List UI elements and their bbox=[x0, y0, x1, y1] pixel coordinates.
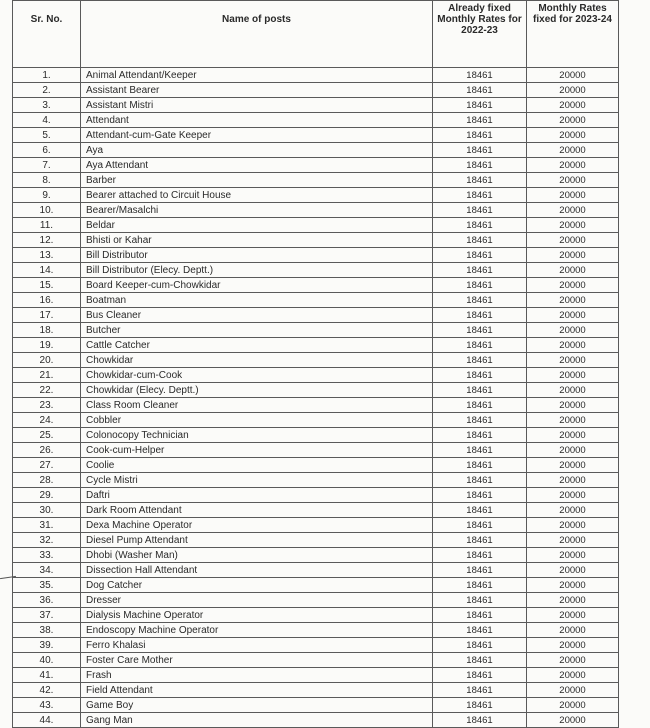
rate-2023-24-cell: 20000 bbox=[527, 308, 619, 323]
table-row bbox=[13, 668, 619, 683]
sr-cell: 40. bbox=[13, 653, 81, 668]
rate-2022-23-cell: 18461 bbox=[433, 473, 527, 488]
post-name-cell: Endoscopy Machine Operator bbox=[81, 623, 433, 638]
table-row bbox=[13, 293, 619, 308]
rate-2022-23-cell: 18461 bbox=[433, 158, 527, 173]
table-row bbox=[13, 338, 619, 353]
post-name-cell: Bill Distributor bbox=[81, 248, 433, 263]
table-row bbox=[13, 683, 619, 698]
sr-cell: 21. bbox=[13, 368, 81, 383]
sr-cell: 28. bbox=[13, 473, 81, 488]
sr-cell: 1. bbox=[13, 68, 81, 83]
rate-2022-23-cell: 18461 bbox=[433, 623, 527, 638]
rate-2022-23-cell: 18461 bbox=[433, 203, 527, 218]
rate-2023-24-cell: 20000 bbox=[527, 488, 619, 503]
post-name-cell: Dhobi (Washer Man) bbox=[81, 548, 433, 563]
rate-2023-24-cell: 20000 bbox=[527, 533, 619, 548]
header-name-of-posts: Name of posts bbox=[81, 1, 433, 68]
rate-2023-24-cell: 20000 bbox=[527, 518, 619, 533]
post-name-cell: Aya Attendant bbox=[81, 158, 433, 173]
rate-2023-24-cell: 20000 bbox=[527, 98, 619, 113]
post-name-cell: Bhisti or Kahar bbox=[81, 233, 433, 248]
rate-2023-24-cell: 20000 bbox=[527, 593, 619, 608]
post-name-cell: Dissection Hall Attendant bbox=[81, 563, 433, 578]
table-row bbox=[13, 188, 619, 203]
post-name-cell: Dialysis Machine Operator bbox=[81, 608, 433, 623]
post-name-cell: Dexa Machine Operator bbox=[81, 518, 433, 533]
sr-cell: 35. bbox=[13, 578, 81, 593]
post-name-cell: Barber bbox=[81, 173, 433, 188]
post-name-cell: Chowkidar-cum-Cook bbox=[81, 368, 433, 383]
rate-2022-23-cell: 18461 bbox=[433, 68, 527, 83]
rate-2023-24-cell: 20000 bbox=[527, 563, 619, 578]
rate-2022-23-cell: 18461 bbox=[433, 263, 527, 278]
rate-2023-24-cell: 20000 bbox=[527, 233, 619, 248]
rate-2022-23-cell: 18461 bbox=[433, 458, 527, 473]
rate-2022-23-cell: 18461 bbox=[433, 218, 527, 233]
table-row bbox=[13, 473, 619, 488]
table-row bbox=[13, 308, 619, 323]
sr-cell: 44. bbox=[13, 713, 81, 728]
rate-2023-24-cell: 20000 bbox=[527, 338, 619, 353]
sr-cell: 32. bbox=[13, 533, 81, 548]
rate-2023-24-cell: 20000 bbox=[527, 83, 619, 98]
sr-cell: 38. bbox=[13, 623, 81, 638]
sr-cell: 14. bbox=[13, 263, 81, 278]
rate-2023-24-cell: 20000 bbox=[527, 368, 619, 383]
rate-2022-23-cell: 18461 bbox=[433, 308, 527, 323]
rate-2023-24-cell: 20000 bbox=[527, 263, 619, 278]
post-name-cell: Bearer/Masalchi bbox=[81, 203, 433, 218]
post-name-cell: Class Room Cleaner bbox=[81, 398, 433, 413]
rate-2023-24-cell: 20000 bbox=[527, 248, 619, 263]
rate-2023-24-cell: 20000 bbox=[527, 293, 619, 308]
post-name-cell: Diesel Pump Attendant bbox=[81, 533, 433, 548]
rate-2023-24-cell: 20000 bbox=[527, 413, 619, 428]
post-name-cell: Cattle Catcher bbox=[81, 338, 433, 353]
rate-2023-24-cell: 20000 bbox=[527, 473, 619, 488]
table-row bbox=[13, 368, 619, 383]
sr-cell: 27. bbox=[13, 458, 81, 473]
rate-2022-23-cell: 18461 bbox=[433, 173, 527, 188]
rate-2022-23-cell: 18461 bbox=[433, 698, 527, 713]
rates-document bbox=[12, 0, 618, 726]
table-row bbox=[13, 413, 619, 428]
table-row bbox=[13, 113, 619, 128]
sr-cell: 18. bbox=[13, 323, 81, 338]
post-name-cell: Field Attendant bbox=[81, 683, 433, 698]
rate-2022-23-cell: 18461 bbox=[433, 488, 527, 503]
rate-2023-24-cell: 20000 bbox=[527, 623, 619, 638]
post-name-cell: Frash bbox=[81, 668, 433, 683]
rate-2023-24-cell: 20000 bbox=[527, 353, 619, 368]
rate-2022-23-cell: 18461 bbox=[433, 323, 527, 338]
table-row bbox=[13, 98, 619, 113]
table-row bbox=[13, 128, 619, 143]
rate-2023-24-cell: 20000 bbox=[527, 278, 619, 293]
rate-2023-24-cell: 20000 bbox=[527, 698, 619, 713]
rate-2023-24-cell: 20000 bbox=[527, 188, 619, 203]
rate-2023-24-cell: 20000 bbox=[527, 398, 619, 413]
rate-2022-23-cell: 18461 bbox=[433, 563, 527, 578]
sr-cell: 42. bbox=[13, 683, 81, 698]
table-row bbox=[13, 323, 619, 338]
table-row bbox=[13, 608, 619, 623]
rate-2022-23-cell: 18461 bbox=[433, 233, 527, 248]
rate-2023-24-cell: 20000 bbox=[527, 503, 619, 518]
table-row bbox=[13, 578, 619, 593]
rate-2022-23-cell: 18461 bbox=[433, 338, 527, 353]
rate-2022-23-cell: 18461 bbox=[433, 398, 527, 413]
rate-2023-24-cell: 20000 bbox=[527, 173, 619, 188]
rate-2022-23-cell: 18461 bbox=[433, 713, 527, 728]
rate-2023-24-cell: 20000 bbox=[527, 713, 619, 728]
post-name-cell: Bill Distributor (Elecy. Deptt.) bbox=[81, 263, 433, 278]
table-row bbox=[13, 383, 619, 398]
table-row bbox=[13, 638, 619, 653]
rate-2022-23-cell: 18461 bbox=[433, 353, 527, 368]
post-name-cell: Foster Care Mother bbox=[81, 653, 433, 668]
table-row bbox=[13, 263, 619, 278]
rate-2022-23-cell: 18461 bbox=[433, 548, 527, 563]
sr-cell: 7. bbox=[13, 158, 81, 173]
sr-cell: 29. bbox=[13, 488, 81, 503]
rate-2022-23-cell: 18461 bbox=[433, 683, 527, 698]
table-row bbox=[13, 233, 619, 248]
rate-2022-23-cell: 18461 bbox=[433, 83, 527, 98]
rate-2022-23-cell: 18461 bbox=[433, 188, 527, 203]
post-name-cell: Ferro Khalasi bbox=[81, 638, 433, 653]
table-row bbox=[13, 653, 619, 668]
table-row bbox=[13, 503, 619, 518]
table-row bbox=[13, 68, 619, 83]
rate-2022-23-cell: 18461 bbox=[433, 98, 527, 113]
rate-2023-24-cell: 20000 bbox=[527, 653, 619, 668]
rate-2022-23-cell: 18461 bbox=[433, 593, 527, 608]
rate-2023-24-cell: 20000 bbox=[527, 578, 619, 593]
post-name-cell: Coolie bbox=[81, 458, 433, 473]
rate-2022-23-cell: 18461 bbox=[433, 413, 527, 428]
rate-2022-23-cell: 18461 bbox=[433, 608, 527, 623]
post-name-cell: Game Boy bbox=[81, 698, 433, 713]
table-row bbox=[13, 443, 619, 458]
table-row bbox=[13, 593, 619, 608]
sr-cell: 25. bbox=[13, 428, 81, 443]
sr-cell: 43. bbox=[13, 698, 81, 713]
rate-2023-24-cell: 20000 bbox=[527, 638, 619, 653]
sr-cell: 26. bbox=[13, 443, 81, 458]
sr-cell: 24. bbox=[13, 413, 81, 428]
table-row bbox=[13, 158, 619, 173]
post-name-cell: Boatman bbox=[81, 293, 433, 308]
post-name-cell: Dresser bbox=[81, 593, 433, 608]
post-name-cell: Dark Room Attendant bbox=[81, 503, 433, 518]
sr-cell: 30. bbox=[13, 503, 81, 518]
post-name-cell: Colonocopy Technician bbox=[81, 428, 433, 443]
rate-2022-23-cell: 18461 bbox=[433, 443, 527, 458]
rate-2022-23-cell: 18461 bbox=[433, 113, 527, 128]
table-row bbox=[13, 548, 619, 563]
rate-2023-24-cell: 20000 bbox=[527, 548, 619, 563]
rate-2022-23-cell: 18461 bbox=[433, 383, 527, 398]
rate-2023-24-cell: 20000 bbox=[527, 143, 619, 158]
rate-2023-24-cell: 20000 bbox=[527, 668, 619, 683]
rate-2022-23-cell: 18461 bbox=[433, 518, 527, 533]
sr-cell: 31. bbox=[13, 518, 81, 533]
rate-2022-23-cell: 18461 bbox=[433, 578, 527, 593]
table-row bbox=[13, 143, 619, 158]
table-header-row bbox=[13, 1, 619, 68]
rate-2022-23-cell: 18461 bbox=[433, 638, 527, 653]
sr-cell: 3. bbox=[13, 98, 81, 113]
table-row bbox=[13, 698, 619, 713]
sr-cell: 17. bbox=[13, 308, 81, 323]
header-sr-no: Sr. No. bbox=[13, 1, 81, 68]
sr-cell: 23. bbox=[13, 398, 81, 413]
sr-cell: 15. bbox=[13, 278, 81, 293]
rate-2022-23-cell: 18461 bbox=[433, 533, 527, 548]
sr-cell: 8. bbox=[13, 173, 81, 188]
rate-2022-23-cell: 18461 bbox=[433, 143, 527, 158]
post-name-cell: Cycle Mistri bbox=[81, 473, 433, 488]
post-name-cell: Board Keeper-cum-Chowkidar bbox=[81, 278, 433, 293]
sr-cell: 10. bbox=[13, 203, 81, 218]
post-name-cell: Animal Attendant/Keeper bbox=[81, 68, 433, 83]
table-row bbox=[13, 218, 619, 233]
table-body bbox=[13, 68, 619, 728]
rate-2022-23-cell: 18461 bbox=[433, 503, 527, 518]
post-name-cell: Beldar bbox=[81, 218, 433, 233]
rates-table bbox=[12, 0, 619, 728]
header-rate-2022-23: Already fixed Monthly Rates for 2022-23 bbox=[433, 1, 527, 68]
sr-cell: 16. bbox=[13, 293, 81, 308]
post-name-cell: Assistant Mistri bbox=[81, 98, 433, 113]
sr-cell: 6. bbox=[13, 143, 81, 158]
table-row bbox=[13, 518, 619, 533]
rate-2022-23-cell: 18461 bbox=[433, 128, 527, 143]
post-name-cell: Bearer attached to Circuit House bbox=[81, 188, 433, 203]
post-name-cell: Assistant Bearer bbox=[81, 83, 433, 98]
rate-2023-24-cell: 20000 bbox=[527, 323, 619, 338]
rate-2023-24-cell: 20000 bbox=[527, 443, 619, 458]
sr-cell: 12. bbox=[13, 233, 81, 248]
sr-cell: 5. bbox=[13, 128, 81, 143]
post-name-cell: Dog Catcher bbox=[81, 578, 433, 593]
sr-cell: 4. bbox=[13, 113, 81, 128]
post-name-cell: Cook-cum-Helper bbox=[81, 443, 433, 458]
rate-2023-24-cell: 20000 bbox=[527, 383, 619, 398]
sr-cell: 2. bbox=[13, 83, 81, 98]
post-name-cell: Aya bbox=[81, 143, 433, 158]
post-name-cell: Chowkidar (Elecy. Deptt.) bbox=[81, 383, 433, 398]
rate-2022-23-cell: 18461 bbox=[433, 248, 527, 263]
rate-2023-24-cell: 20000 bbox=[527, 128, 619, 143]
table-row bbox=[13, 278, 619, 293]
post-name-cell: Attendant bbox=[81, 113, 433, 128]
rate-2023-24-cell: 20000 bbox=[527, 203, 619, 218]
table-row bbox=[13, 428, 619, 443]
sr-cell: 19. bbox=[13, 338, 81, 353]
sr-cell: 22. bbox=[13, 383, 81, 398]
rate-2023-24-cell: 20000 bbox=[527, 428, 619, 443]
rate-2022-23-cell: 18461 bbox=[433, 428, 527, 443]
rate-2022-23-cell: 18461 bbox=[433, 368, 527, 383]
rate-2023-24-cell: 20000 bbox=[527, 458, 619, 473]
rate-2023-24-cell: 20000 bbox=[527, 608, 619, 623]
sr-cell: 33. bbox=[13, 548, 81, 563]
rate-2023-24-cell: 20000 bbox=[527, 683, 619, 698]
table-row bbox=[13, 83, 619, 98]
rate-2022-23-cell: 18461 bbox=[433, 293, 527, 308]
sr-cell: 39. bbox=[13, 638, 81, 653]
rate-2023-24-cell: 20000 bbox=[527, 158, 619, 173]
table-row bbox=[13, 248, 619, 263]
post-name-cell: Butcher bbox=[81, 323, 433, 338]
table-row bbox=[13, 203, 619, 218]
table-row bbox=[13, 713, 619, 728]
post-name-cell: Attendant-cum-Gate Keeper bbox=[81, 128, 433, 143]
sr-cell: 13. bbox=[13, 248, 81, 263]
rate-2022-23-cell: 18461 bbox=[433, 278, 527, 293]
rate-2023-24-cell: 20000 bbox=[527, 218, 619, 233]
post-name-cell: Daftri bbox=[81, 488, 433, 503]
post-name-cell: Bus Cleaner bbox=[81, 308, 433, 323]
post-name-cell: Gang Man bbox=[81, 713, 433, 728]
rate-2022-23-cell: 18461 bbox=[433, 653, 527, 668]
table-row bbox=[13, 623, 619, 638]
table-row bbox=[13, 533, 619, 548]
table-row bbox=[13, 173, 619, 188]
sr-cell: 34. bbox=[13, 563, 81, 578]
sr-cell: 36. bbox=[13, 593, 81, 608]
sr-cell: 11. bbox=[13, 218, 81, 233]
sr-cell: 20. bbox=[13, 353, 81, 368]
sr-cell: 41. bbox=[13, 668, 81, 683]
sr-cell: 37. bbox=[13, 608, 81, 623]
table-row bbox=[13, 563, 619, 578]
table-row bbox=[13, 458, 619, 473]
header-rate-2023-24: Monthly Rates fixed for 2023-24 bbox=[527, 1, 619, 68]
rate-2023-24-cell: 20000 bbox=[527, 68, 619, 83]
rate-2023-24-cell: 20000 bbox=[527, 113, 619, 128]
post-name-cell: Chowkidar bbox=[81, 353, 433, 368]
sr-cell: 9. bbox=[13, 188, 81, 203]
rate-2022-23-cell: 18461 bbox=[433, 668, 527, 683]
table-row bbox=[13, 488, 619, 503]
post-name-cell: Cobbler bbox=[81, 413, 433, 428]
table-row bbox=[13, 353, 619, 368]
table-row bbox=[13, 398, 619, 413]
